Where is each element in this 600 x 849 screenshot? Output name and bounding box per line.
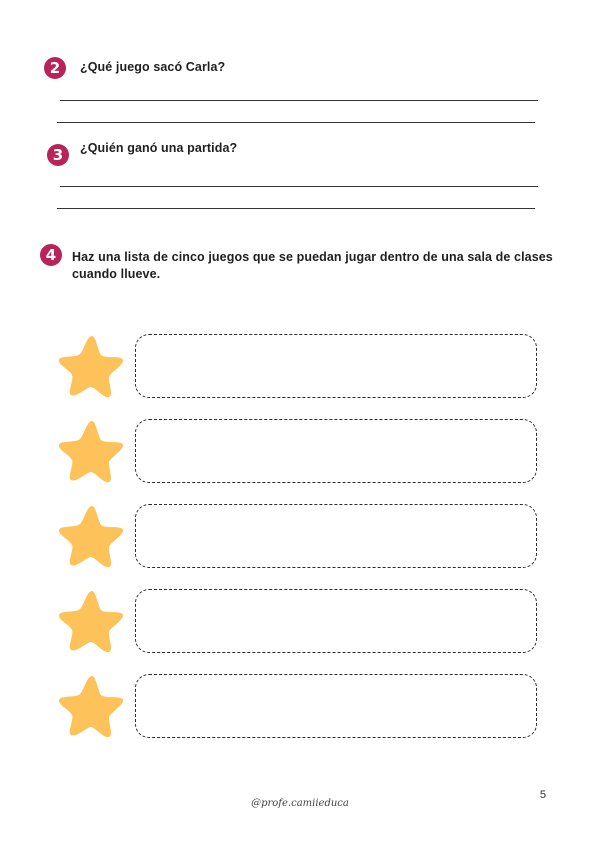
star-icon — [56, 418, 126, 484]
question-number-badge-4: 4 — [40, 244, 62, 266]
answer-line[interactable] — [57, 122, 535, 123]
star-icon — [56, 333, 126, 399]
question-4-text: Haz una lista de cinco juegos que se puedan jugar dentro de una sala de clases cuando llueve. — [72, 250, 553, 281]
answer-box-3[interactable] — [135, 504, 537, 568]
question-2-text: ¿Qué juego sacó Carla? — [80, 60, 226, 74]
answer-box-2[interactable] — [135, 419, 537, 483]
star-icon — [56, 503, 126, 569]
answer-line[interactable] — [60, 100, 538, 101]
answer-line[interactable] — [57, 208, 535, 209]
star-icon — [56, 673, 126, 739]
answer-box-1[interactable] — [135, 334, 537, 398]
page-number: 5 — [539, 789, 546, 801]
answer-box-4[interactable] — [135, 589, 537, 653]
answer-box-5[interactable] — [135, 674, 537, 738]
question-number-badge-3: 3 — [47, 144, 69, 166]
star-icon — [56, 588, 126, 654]
question-number-badge-2: 2 — [44, 57, 66, 79]
question-3-text: ¿Quién ganó una partida? — [80, 141, 238, 155]
author-credit: @profe.camiieduca — [251, 798, 349, 809]
answer-line[interactable] — [60, 186, 538, 187]
